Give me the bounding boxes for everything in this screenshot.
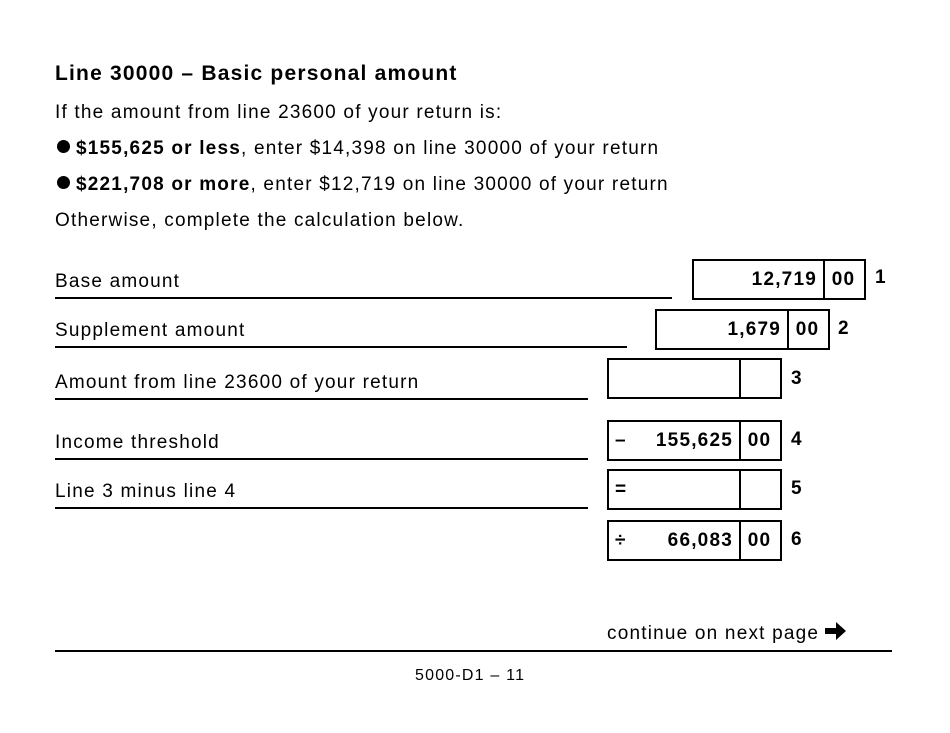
arrow-right-icon	[823, 620, 847, 648]
page-number: 5000-D1 – 11	[415, 667, 526, 684]
row-underline	[55, 398, 588, 400]
divide-operator: ÷	[615, 530, 627, 551]
line-number: 3	[791, 368, 803, 389]
row-underline	[55, 507, 588, 509]
equals-operator: =	[615, 479, 628, 500]
line-number: 6	[791, 529, 803, 550]
bullet-icon	[57, 176, 70, 189]
amount-value: 1,679	[727, 319, 781, 340]
bullet-bold-text: $155,625 or less	[76, 138, 241, 159]
bullet-item	[57, 138, 659, 160]
footer-divider	[55, 650, 892, 652]
line-number: 4	[791, 429, 803, 450]
row-label-supplement-amount: Supplement amount	[55, 320, 246, 341]
bullet-text: , enter $12,719 on line 30000 of your return	[250, 174, 669, 195]
cents-value	[739, 471, 780, 508]
cents-value: 00	[795, 319, 820, 340]
cents-value: 00	[747, 530, 772, 551]
cents-value	[739, 360, 780, 397]
row-label-income-threshold: Income threshold	[55, 432, 220, 453]
bullet-text: , enter $14,398 on line 30000 of your return	[240, 138, 660, 159]
amount-box-line-6[interactable]	[607, 520, 782, 561]
line-number: 5	[791, 478, 803, 499]
row-label-line3-minus-line4: Line 3 minus line 4	[55, 481, 237, 502]
row-underline	[55, 346, 627, 348]
bullet-icon	[57, 140, 70, 153]
amount-value: 155,625	[655, 430, 733, 451]
amount-box-line-4[interactable]	[607, 420, 782, 461]
row-label-base-amount: Base amount	[55, 271, 181, 292]
cents-value: 00	[831, 269, 856, 290]
amount-box-line-3[interactable]	[607, 358, 782, 399]
section-heading: Line 30000 – Basic personal amount	[55, 62, 458, 85]
intro-text: If the amount from line 23600 of your return is:	[55, 102, 503, 123]
row-underline	[55, 458, 588, 460]
amount-box-line-1[interactable]	[692, 259, 866, 300]
line-number: 1	[875, 267, 887, 288]
bullet-bold-text: $221,708 or more	[76, 174, 251, 195]
row-underline	[55, 297, 672, 299]
amount-box-line-2[interactable]	[655, 309, 830, 350]
amount-box-line-5[interactable]	[607, 469, 782, 510]
bullet-item	[57, 174, 669, 196]
row-label-line-23600: Amount from line 23600 of your return	[55, 372, 420, 393]
minus-operator: –	[615, 430, 627, 451]
continue-next-page	[607, 620, 847, 648]
line-number: 2	[838, 318, 850, 339]
otherwise-text: Otherwise, complete the calculation below.	[55, 210, 465, 231]
cents-value: 00	[747, 430, 772, 451]
amount-value: 12,719	[751, 269, 817, 290]
amount-value: 66,083	[667, 530, 733, 551]
continue-text: continue on next page	[607, 623, 820, 644]
